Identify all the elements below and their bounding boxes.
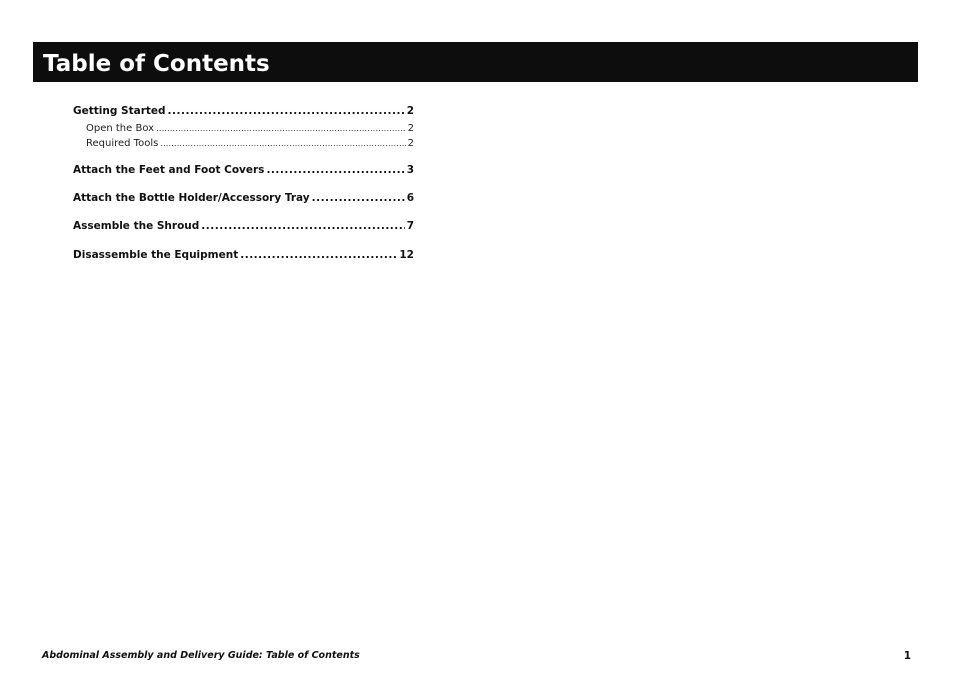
toc-leader-dots bbox=[266, 163, 404, 178]
toc-entry-attach-feet[interactable] bbox=[73, 163, 414, 178]
toc-leader-dots bbox=[160, 136, 405, 151]
toc-leader-dots bbox=[240, 248, 397, 263]
toc-entry-assemble-shroud[interactable] bbox=[73, 219, 414, 234]
footer-document-title: Abdominal Assembly and Delivery Guide: Table of Contents bbox=[42, 650, 360, 661]
page-title-bar bbox=[33, 42, 918, 82]
toc-entry-page: 2 bbox=[407, 123, 414, 134]
toc-entry-label: Attach the Bottle Holder/Accessory Tray bbox=[73, 192, 310, 204]
toc-entry-page: 2 bbox=[406, 105, 414, 117]
toc-entry-label: Assemble the Shroud bbox=[73, 220, 200, 232]
toc-entry-label: Disassemble the Equipment bbox=[73, 249, 239, 261]
toc-entry-label: Getting Started bbox=[73, 105, 166, 117]
toc-leader-dots bbox=[312, 191, 405, 206]
toc-entry-page: 3 bbox=[406, 164, 414, 176]
toc-leader-dots bbox=[201, 219, 404, 234]
toc-leader-dots bbox=[156, 121, 406, 136]
toc-leader-dots bbox=[168, 104, 405, 119]
toc-entry-required-tools[interactable] bbox=[73, 136, 414, 151]
toc-entry-label: Required Tools bbox=[86, 138, 159, 149]
toc-entry-page: 6 bbox=[406, 192, 414, 204]
toc-entry-label: Attach the Feet and Foot Covers bbox=[73, 164, 265, 176]
toc-entry-disassemble-equipment[interactable] bbox=[73, 248, 414, 263]
toc-entry-page: 7 bbox=[406, 220, 414, 232]
footer-page-number: 1 bbox=[903, 650, 911, 662]
toc-entry-open-the-box[interactable] bbox=[73, 121, 414, 136]
page-title: Table of Contents bbox=[43, 51, 270, 77]
toc-entry-page: 2 bbox=[407, 138, 414, 149]
toc-entry-attach-bottle-holder[interactable] bbox=[73, 191, 414, 206]
table-of-contents bbox=[73, 104, 414, 263]
toc-entry-page: 12 bbox=[399, 249, 414, 261]
toc-entry-getting-started[interactable] bbox=[73, 104, 414, 119]
toc-entry-label: Open the Box bbox=[86, 123, 155, 134]
